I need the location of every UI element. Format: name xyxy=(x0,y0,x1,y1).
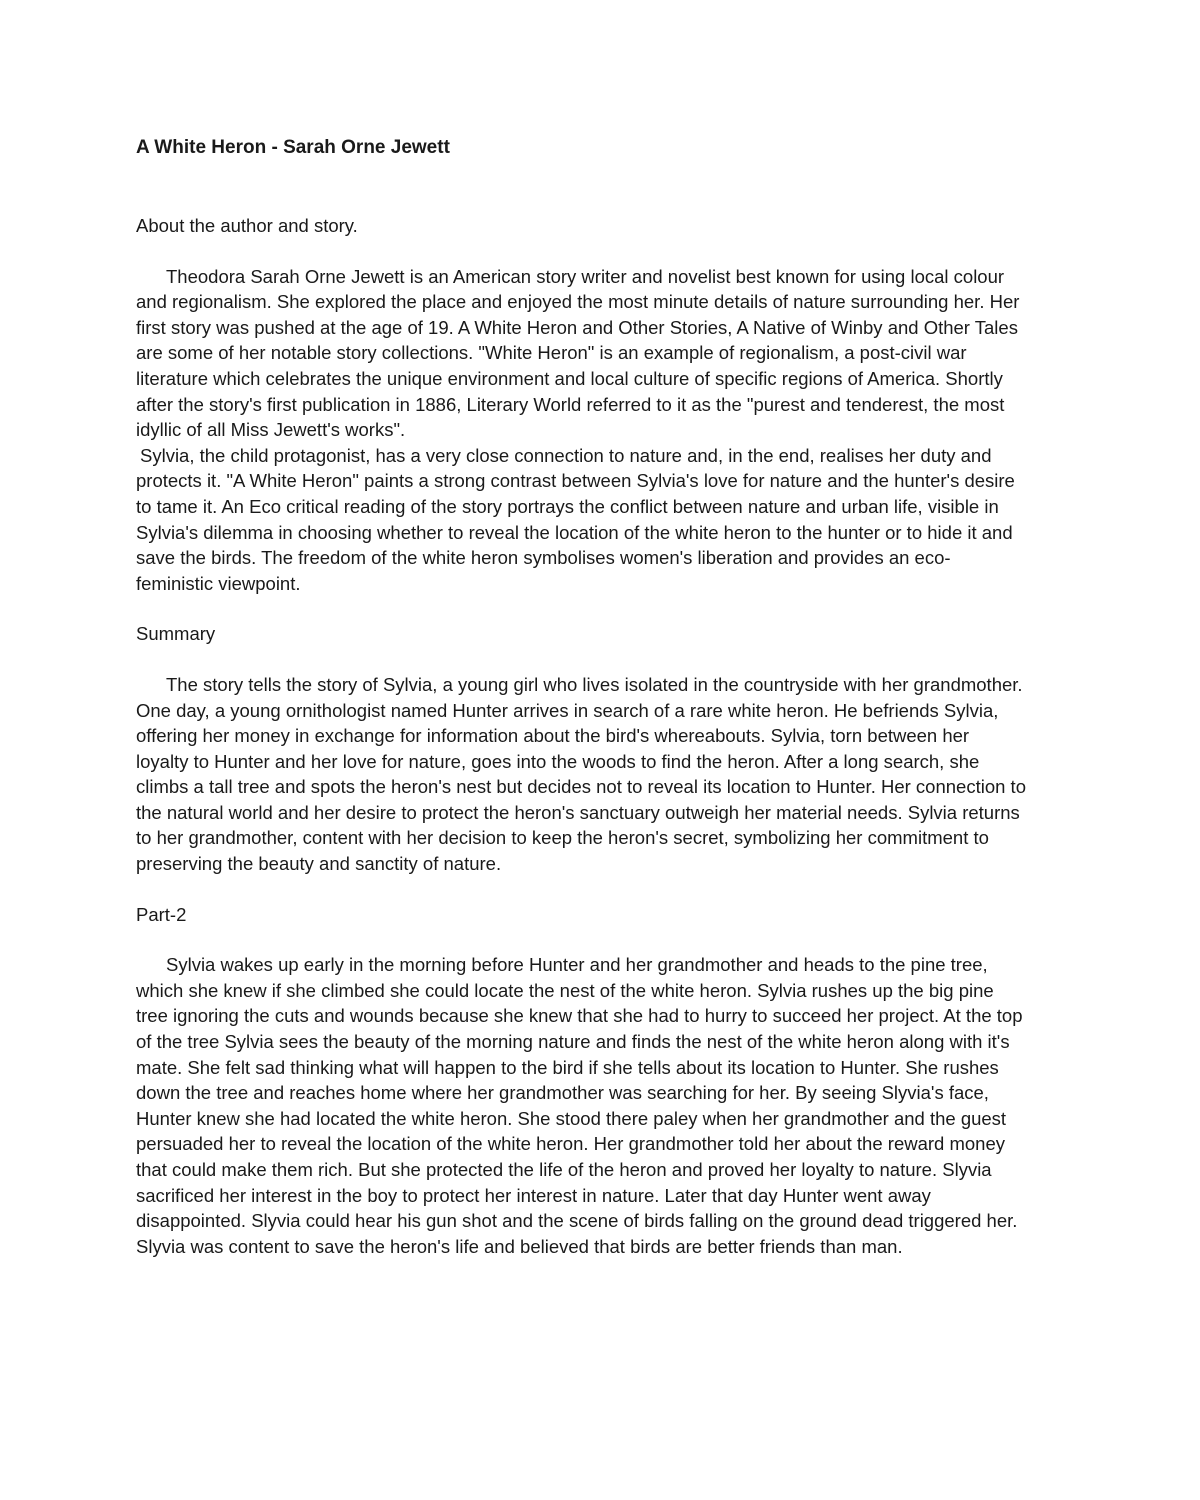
section-summary xyxy=(136,621,1026,876)
paragraph-summary: The story tells the story of Sylvia, a young girl who lives isolated in the countryside with her grandmother. One day, a young ornithologist named Hunter arrives in search of a rare white heron. He befriends Sylvia, offering her money in exchange for information about the bird's whereabouts. Sylvia, torn between her loyalty to Hunter and her love for nature, goes into the woods to find the heron. After a long search, she climbs a tall tree and spots the heron's nest but decides not to reveal its location to Hunter. Her connection to the natural world and her desire to protect the heron's sanctuary outweigh her material needs. Sylvia returns to her grandmother, content with her decision to keep the heron's secret, symbolizing her commitment to preserving the beauty and sanctity of nature. xyxy=(136,673,1026,875)
document-page xyxy=(136,135,1026,1259)
paragraph-author-intro: Theodora Sarah Orne Jewett is an American story writer and novelist best known for using local colour and regionalism. She explored the place and enjoyed the most minute details of nature surrounding her. Her first story was pushed at the age of 19. A White Heron and Other Stories, A Native of Winby and Other Tales are some of her notable story collections. "White Heron" is an example of regionalism, a post-civil war literature which celebrates the unique environment and local culture of specific regions of America. Shortly after the story's first publication in 1886, Literary World referred to it as the "purest and tenderest, the most idyllic of all Miss Jewett's works". xyxy=(136,265,1020,441)
section-heading-summary: Summary xyxy=(136,623,216,645)
document-title: A White Heron - Sarah Orne Jewett xyxy=(136,137,450,158)
section-about xyxy=(136,213,1026,596)
paragraph-sylvia-protagonist: Sylvia, the child protagonist, has a very close connection to nature and, in the end, realises her duty and protects it. "A White Heron" paints a strong contrast between Sylvia's love for nature and the hunter's desire to tame it. An Eco critical reading of the story portrays the conflict between nature and urban life, visible in Sylvia's dilemma in choosing whether to reveal the location of the white heron to the hunter or to hide it and save the birds. The freedom of the white heron symbolises women's liberation and provides an eco-feministic viewpoint. xyxy=(136,444,1015,594)
section-heading-part-2: Part-2 xyxy=(136,903,187,925)
paragraph-part-2: Sylvia wakes up early in the morning before Hunter and her grandmother and heads to the pine tree, which she knew if she climbed she could locate the nest of the white heron. Sylvia rushes up the big pine tree ignoring the cuts and wounds because she knew that she had to hurry to succeed her project. At the top of the tree Sylvia sees the beauty of the morning nature and finds the nest of the white heron along with it's mate. She felt sad thinking what will happen to the bird if she tells about its location to Hunter. She rushes down the tree and reaches home where her grandmother was searching for her. By seeing Slyvia's face, Hunter knew she had located the white heron. She stood there paley when her grandmother and the guest persuaded her to reveal the location of the white heron. Her grandmother told her about the reward money that could make them rich. But she protected the life of the heron and proved her loyalty to nature. Slyvia sacrificed her interest in the boy to protect her interest in nature. Later that day Hunter went away disappointed. Slyvia could hear his gun shot and the scene of birds falling on the ground dead triggered her. Slyvia was content to save the heron's life and believed that birds are better friends than man. xyxy=(136,954,1023,1257)
section-heading-about: About the author and story. xyxy=(136,215,358,236)
section-part-2 xyxy=(136,902,1026,1260)
